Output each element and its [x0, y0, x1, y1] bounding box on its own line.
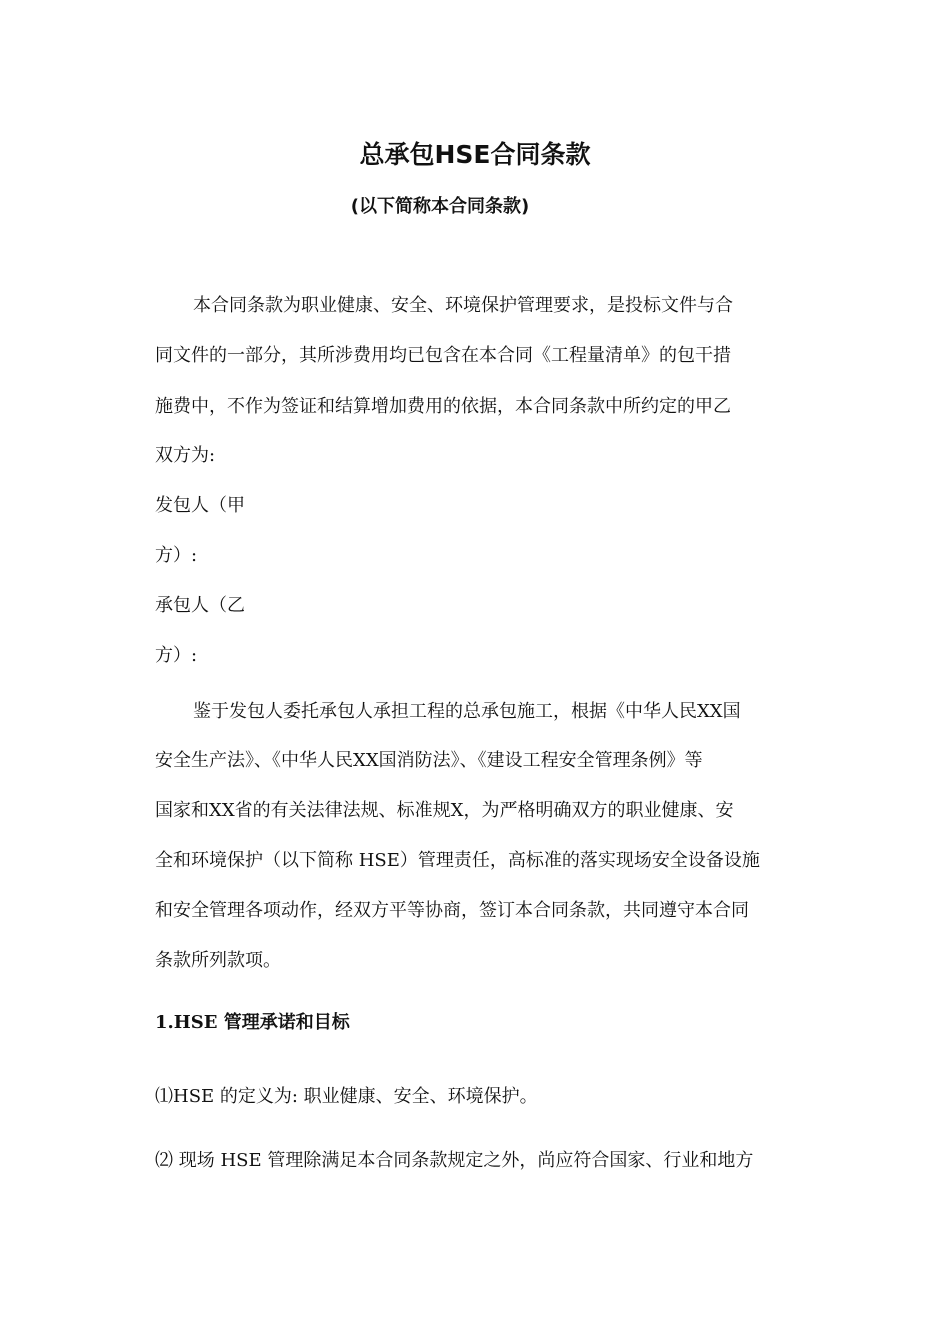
document-title: 总承包HSE合同条款 [359, 140, 591, 169]
basis-line: 鉴于发包人委托承包人承担工程的总承包施工，根据《中华人民XX国 [193, 701, 741, 722]
list-item: ⑴HSE 的定义为: 职业健康、安全、环境保护。 [155, 1086, 538, 1107]
document-subtitle: (以下简称本合同条款) [350, 196, 530, 217]
basis-line: 条款所列款项。 [155, 950, 281, 971]
basis-line: 全和环境保护（以下简称 HSE）管理责任，高标准的落实现场安全设备设施 [155, 850, 760, 871]
intro-line: 本合同条款为职业健康、安全、环境保护管理要求，是投标文件与合 [193, 295, 733, 316]
intro-line: 同文件的一部分，其所涉费用均已包含在本合同《工程量清单》的包干措 [155, 345, 731, 366]
basis-line: 和安全管理各项动作，经双方平等协商，签订本合同条款，共同遵守本合同 [155, 900, 749, 921]
party-a-label: 发包人（甲 [155, 495, 245, 516]
list-item: ⑵ 现场 HSE 管理除满足本合同条款规定之外，尚应符合国家、行业和地方 [155, 1150, 754, 1171]
party-b-label-cont: 方）: [155, 645, 198, 666]
intro-line: 施费中，不作为签证和结算增加费用的依据，本合同条款中所约定的甲乙 [155, 396, 731, 417]
intro-line: 双方为: [155, 445, 216, 466]
party-b-label: 承包人（乙 [155, 595, 245, 616]
basis-line: 安全生产法》、《中华人民XX国消防法》、《建设工程安全管理条例》等 [155, 750, 703, 771]
party-a-label-cont: 方）: [155, 545, 198, 566]
section-heading: 1.HSE 管理承诺和目标 [155, 1012, 350, 1033]
basis-line: 国家和XX省的有关法律法规、标准规X，为严格明确双方的职业健康、安 [155, 800, 734, 821]
